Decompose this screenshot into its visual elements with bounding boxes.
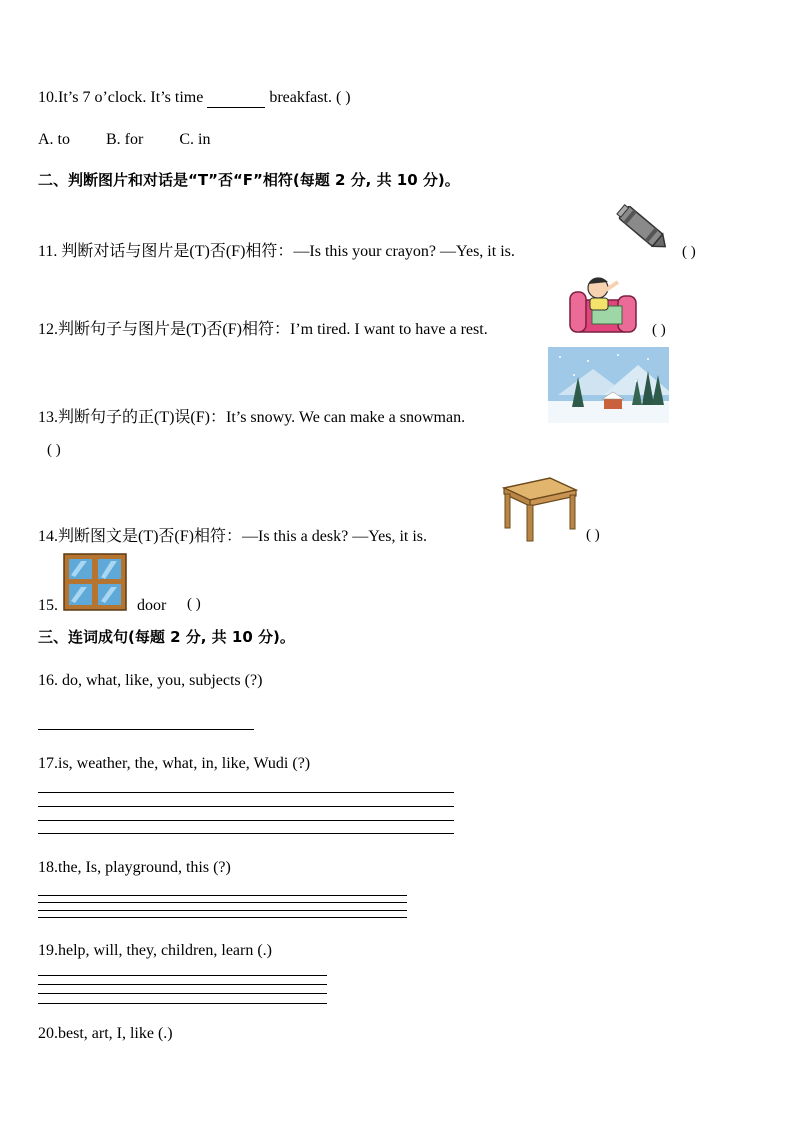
answer-paren-11[interactable]: ( ) xyxy=(682,244,696,260)
window-image xyxy=(63,553,127,611)
question-20: 20.best, art, I, like (.) xyxy=(38,1025,173,1042)
answer-line-19c[interactable] xyxy=(38,993,327,994)
desk-image xyxy=(500,474,578,544)
section-3-heading: 三、连词成句(每题 2 分, 共 10 分)。 xyxy=(38,628,295,646)
answer-blank[interactable] xyxy=(207,93,265,108)
section-2-heading: 二、判断图片和对话是“T”否“F”相符(每题 2 分, 共 10 分)。 xyxy=(38,171,460,189)
answer-line-19b[interactable] xyxy=(38,984,327,985)
answer-line-18c[interactable] xyxy=(38,910,407,911)
option-a[interactable]: A. to xyxy=(38,131,70,148)
answer-line-17a[interactable] xyxy=(38,792,454,793)
question-11: 11. 判断对话与图片是(T)否(F)相符：—Is this your crayon? —Yes, it is. xyxy=(38,243,515,260)
question-14: 14.判断图文是(T)否(F)相符：—Is this a desk? —Yes, it is. xyxy=(38,528,428,545)
answer-line-18d[interactable] xyxy=(38,917,407,918)
question-15-number: 15. xyxy=(38,597,58,614)
question-16: 16. do, what, like, you, subjects (?) xyxy=(38,672,263,689)
question-18: 18.the, Is, playground, this (?) xyxy=(38,859,231,876)
answer-paren-12[interactable]: ( ) xyxy=(652,322,666,338)
answer-line-17b[interactable] xyxy=(38,806,454,807)
answer-paren-14[interactable]: ( ) xyxy=(586,527,600,543)
answer-line-17c[interactable] xyxy=(38,820,454,821)
answer-paren-15[interactable]: ( ) xyxy=(187,596,201,612)
question-10-text-after: breakfast. ( ) xyxy=(265,89,351,106)
question-15-word: door xyxy=(137,597,167,614)
answer-line-18a[interactable] xyxy=(38,895,407,896)
question-12: 12.判断句子与图片是(T)否(F)相符：I’m tired. I want to have a rest. xyxy=(38,321,488,338)
answer-line-19d[interactable] xyxy=(38,1003,327,1004)
answer-paren-13[interactable]: ( ) xyxy=(47,442,61,458)
question-19: 19.help, will, they, children, learn (.) xyxy=(38,942,272,959)
question-17: 17.is, weather, the, what, in, like, Wudi (?) xyxy=(38,755,311,772)
question-10-text-before: 10.It’s 7 o’clock. It’s time xyxy=(38,89,208,106)
answer-line-17d[interactable] xyxy=(38,833,454,834)
answer-line-18b[interactable] xyxy=(38,902,407,903)
answer-line-16[interactable] xyxy=(38,729,254,730)
tired-boy-image xyxy=(568,270,644,336)
question-10 xyxy=(38,88,351,108)
snowy-scene-image xyxy=(548,347,669,423)
question-10-options xyxy=(38,130,246,150)
option-b[interactable]: B. for xyxy=(106,131,144,148)
answer-line-19a[interactable] xyxy=(38,975,327,976)
crayon-image xyxy=(612,200,674,256)
option-c[interactable]: C. in xyxy=(179,131,211,148)
question-13: 13.判断句子的正(T)误(F)：It’s snowy. We can make a snowman. xyxy=(38,409,466,426)
